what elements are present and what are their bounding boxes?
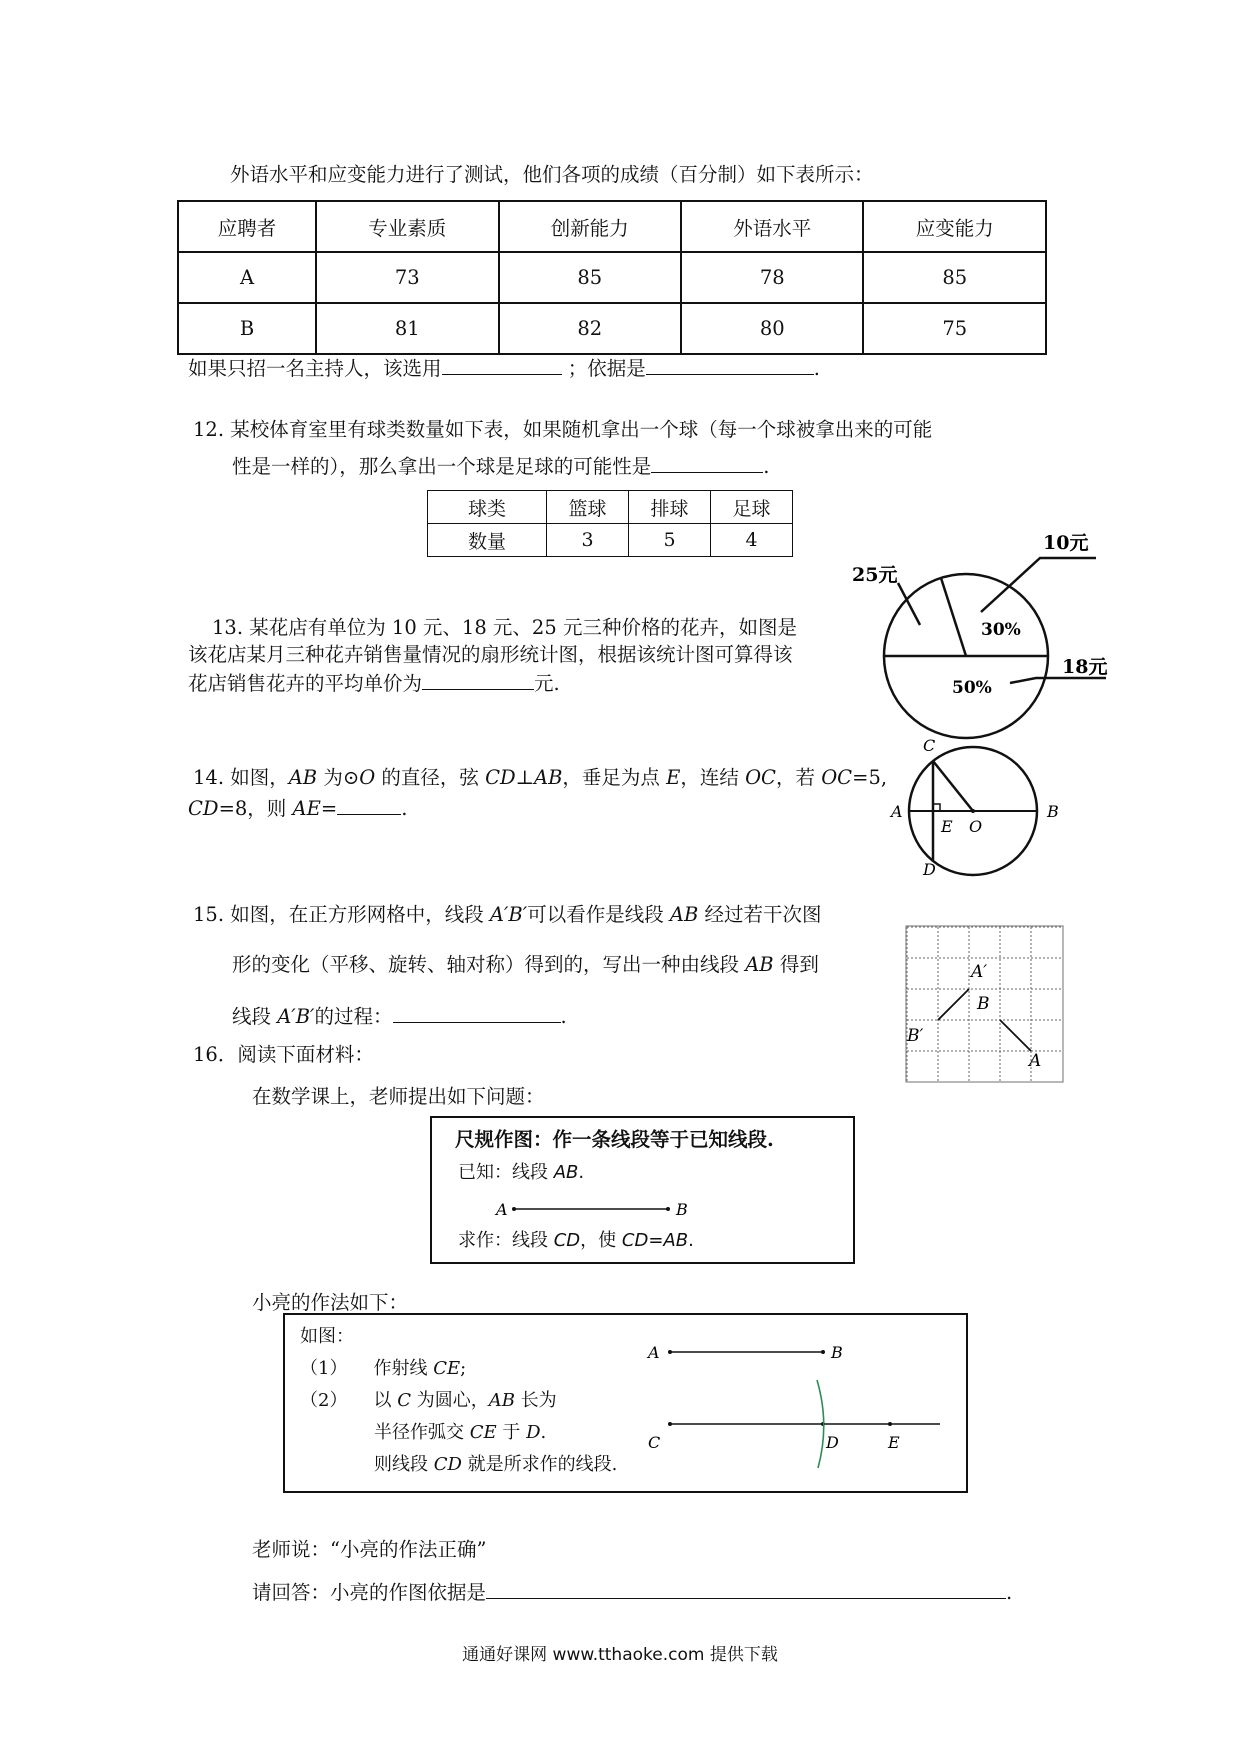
label-a: A (648, 1343, 660, 1362)
q16-step2-line2: 半径作弧交 CE 于 D. (374, 1422, 547, 1443)
table-header-cell: 球类 (428, 491, 547, 524)
table-header-cell: 创新能力 (499, 201, 681, 252)
pie-radius (941, 578, 966, 656)
table-row (428, 524, 793, 557)
label-d: D (923, 860, 936, 879)
table-cell: 5 (629, 524, 711, 557)
label-c: C (648, 1433, 661, 1452)
q15-line1: 15. 如图，在正方形网格中，线段 A′B′可以看作是线段 AB 经过若干次图 (193, 903, 822, 926)
table-cell: 78 (681, 252, 863, 303)
table-header-cell: 应聘者 (178, 201, 316, 252)
table-cell: 数量 (428, 524, 547, 557)
q15-grid-figure (905, 925, 1065, 1085)
table-cell: A (178, 252, 316, 303)
q16-box1-given: 已知：线段 AB. (458, 1162, 585, 1183)
answer-blank[interactable] (337, 792, 401, 815)
q12-line2: 性是一样的），那么拿出一个球是足球的可能性是 . (232, 450, 769, 482)
label-c: C (923, 736, 936, 755)
pie-label-25: 25元 (852, 564, 898, 586)
table-cell: 3 (547, 524, 629, 557)
table-row (178, 303, 1046, 354)
q16-construction-figure (640, 1330, 960, 1470)
table-cell: 81 (316, 303, 498, 354)
q14-line2: CD=8，则 AE= . (188, 792, 407, 824)
q16-box1-ask: 求作：线段 CD，使 CD=AB. (458, 1230, 694, 1251)
answer-blank[interactable] (442, 352, 562, 375)
label-a-prime: A′ (971, 962, 988, 982)
pie-leader-10 (981, 558, 1096, 612)
q16-box2-line1: 如图： (300, 1326, 354, 1347)
q16-intro: 在数学课上，老师提出如下问题： (252, 1085, 545, 1108)
center-point (971, 809, 975, 813)
label-b: B (831, 1343, 843, 1362)
q15-line2: 形的变化（平移、旋转、轴对称）得到的，写出一种由线段 AB 得到 (232, 953, 819, 976)
label-a: A (891, 802, 903, 821)
table-header-cell: 排球 (629, 491, 711, 524)
answer-blank[interactable] (422, 667, 534, 690)
table-row (428, 491, 793, 524)
table-header-cell: 外语水平 (681, 201, 863, 252)
pie-label-10: 10元 (1043, 532, 1089, 554)
table-cell: 85 (499, 252, 681, 303)
answer-blank[interactable] (651, 450, 763, 473)
q13-line2: 该花店某月三种花卉销售量情况的扇形统计图，根据该统计图可算得该 (188, 643, 793, 666)
label-e: E (888, 1433, 900, 1452)
table-cell: 73 (316, 252, 498, 303)
segment-a-prime-b-prime (938, 989, 969, 1020)
q15-line3: 线段 A′B′的过程： . (232, 1000, 567, 1032)
q14-line1: 14. 如图，AB 为⊙O 的直径，弦 CD⊥AB，垂足为点 E，连结 OC，若 OC=5, (193, 766, 888, 789)
answer-blank[interactable] (486, 1576, 1006, 1599)
q11-score-table (177, 200, 1047, 355)
table-cell: 75 (863, 303, 1046, 354)
page-footer: 通通好课网 www.tthaoke.com 提供下载 (462, 1645, 778, 1665)
q13-line3: 花店销售花卉的平均单价为 元. (188, 667, 560, 699)
q11-intro: 外语水平和应变能力进行了测试，他们各项的成绩（百分制）如下表所示： (230, 163, 874, 186)
table-cell: 4 (711, 524, 793, 557)
q16-step1: （1） 作射线 CE; (300, 1358, 467, 1379)
answer-blank[interactable] (646, 352, 814, 375)
label-e: E (941, 817, 953, 836)
q16-step2: （2） 以 C 为圆心，AB 长为 (300, 1390, 557, 1411)
pie-value-30: 30% (981, 620, 1021, 640)
table-header-cell: 专业素质 (316, 201, 498, 252)
table-row (178, 252, 1046, 303)
q13-line1: 13. 某花店有单位为 10 元、18 元、25 元三种价格的花卉，如图是 (212, 616, 797, 639)
q12-ball-table (427, 490, 793, 557)
table-cell: 85 (863, 252, 1046, 303)
table-header-cell: 应变能力 (863, 201, 1046, 252)
pie-leader-18 (1010, 678, 1106, 683)
label-b: B (977, 994, 990, 1014)
label-b: B (1047, 802, 1059, 821)
q14-circle-figure (885, 735, 1065, 885)
q13-pie-chart (830, 525, 1120, 750)
q11-question: 如果只招一名主持人，该选用 ；依据是 . (188, 352, 820, 384)
pie-label-18: 18元 (1062, 656, 1108, 678)
table-header-cell: 足球 (711, 491, 793, 524)
label-a: A (496, 1200, 508, 1219)
segment-ab (1000, 1020, 1031, 1051)
label-d: D (826, 1433, 839, 1452)
table-cell: 80 (681, 303, 863, 354)
q16-title: 16．阅读下面材料： (193, 1043, 374, 1066)
q16-box1-heading: 尺规作图：作一条线段等于已知线段. (455, 1128, 774, 1151)
q16-box1-segment-ab (490, 1192, 700, 1222)
table-cell: 82 (499, 303, 681, 354)
table-cell: B (178, 303, 316, 354)
label-b: B (676, 1200, 688, 1219)
answer-blank[interactable] (393, 1000, 561, 1023)
q16-step2-line3: 则线段 CD 就是所求作的线段. (374, 1454, 618, 1475)
q16-teacher: 老师说：“小亮的作法正确” (252, 1538, 487, 1561)
q16-method-title: 小亮的作法如下： (252, 1291, 409, 1314)
pie-value-50: 50% (952, 678, 992, 698)
q12-line1: 12. 某校体育室里有球类数量如下表，如果随机拿出一个球（每一个球被拿出来的可能 (193, 418, 933, 441)
q16-answer: 请回答：小亮的作图依据是 . (252, 1576, 1012, 1608)
label-b-prime: B′ (907, 1026, 924, 1046)
label-o: O (969, 817, 983, 836)
label-a: A (1029, 1051, 1042, 1071)
table-row (178, 201, 1046, 252)
table-header-cell: 篮球 (547, 491, 629, 524)
